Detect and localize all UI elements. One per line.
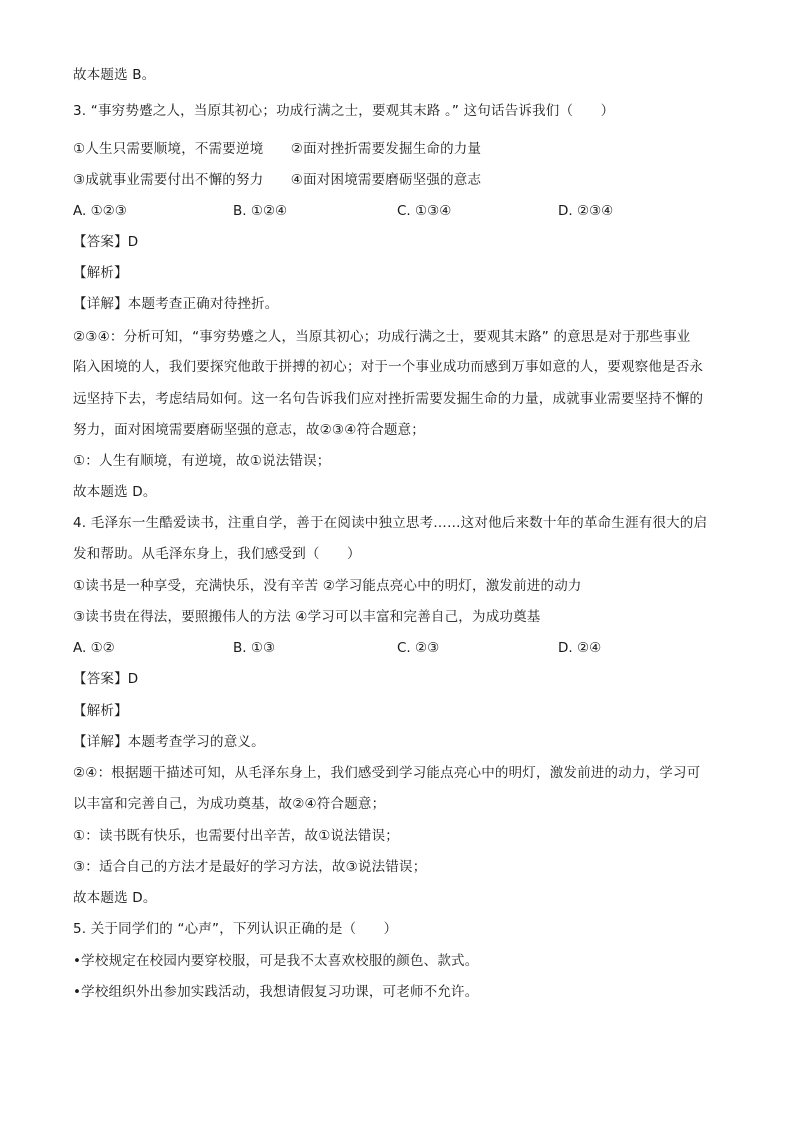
q4-option-c: C. ②③ bbox=[397, 640, 440, 656]
q3-explanation-line: ①：人生有顺境，有逆境，故①说法错误； bbox=[73, 453, 331, 469]
q4-explanation-line: ②④：根据题干描述可知，从毛泽东身上，我们感受到学习能点亮心中的明灯，激发前进的动力，学习可 bbox=[73, 765, 701, 781]
q3-statement-2: ③成就事业需要付出不懈的努力 ④面对困境需要磨砺坚强的意志 bbox=[73, 172, 482, 188]
q3-explanation-line: ②③④：分析可知，“事穷势蹙之人，当原其初心；功成行满之士，要观其末路” 的意思是对于那些事业 bbox=[73, 329, 691, 345]
q4-conclusion: 故本题选 D。 bbox=[73, 890, 157, 906]
q4-stem-line: 4. 毛泽东一生酷爱读书，注重自学，善于在阅读中独立思考……这对他后来数十年的革命生涯有很大的启 bbox=[73, 515, 708, 531]
q5-item: •学校组织外出参加实践活动，我想请假复习功课，可老师不允许。 bbox=[73, 984, 479, 1000]
q3-answer: 【答案】D bbox=[73, 234, 139, 250]
q3-explanation-line: 陷入困境的人，我们要探究他敢于拼搏的初心；对于一个事业成功而感到万事如意的人，要观察他是否永 bbox=[73, 359, 704, 375]
q3-conclusion: 故本题选 D。 bbox=[73, 484, 157, 500]
q4-analysis-label: 【解析】 bbox=[73, 703, 128, 719]
q3-detail: 【详解】本题考查正确对待挫折。 bbox=[73, 296, 279, 312]
q4-detail: 【详解】本题考查学习的意义。 bbox=[73, 734, 265, 750]
q4-explanation-line: 以丰富和完善自己，为成功奠基，故②④符合题意； bbox=[73, 796, 386, 812]
q3-analysis-label: 【解析】 bbox=[73, 265, 128, 281]
q3-statement-1: ①人生只需要顺境，不需要逆境 ②面对挫折需要发掘生命的力量 bbox=[73, 141, 482, 157]
q3-explanation-line: 努力，面对困境需要磨砺坚强的意志，故②③④符合题意； bbox=[73, 422, 426, 438]
q4-statement-2: ③读书贵在得法，要照搬伟人的方法 ④学习可以丰富和完善自己，为成功奠基 bbox=[73, 609, 541, 625]
q3-stem: 3. “事穷势蹙之人，当原其初心；功成行满之士，要观其末路 。” 这句话告诉我们（ ） bbox=[73, 103, 615, 119]
q4-stem-line: 发和帮助。从毛泽东身上，我们感受到（ ） bbox=[73, 546, 361, 562]
q5-item: •学校规定在校园内要穿校服，可是我不太喜欢校服的颜色、款式。 bbox=[73, 953, 479, 969]
q4-explanation-line: ③：适合自己的方法才是最好的学习方法，故③说法错误； bbox=[73, 859, 427, 875]
q4-answer: 【答案】D bbox=[73, 671, 139, 687]
q3-option-b: B. ①②④ bbox=[233, 203, 288, 219]
q3-option-c: C. ①③④ bbox=[397, 203, 452, 219]
q4-option-b: B. ①③ bbox=[233, 640, 276, 656]
q5-stem: 5. 关于同学们的 “心声”，下列认识正确的是（ ） bbox=[73, 921, 398, 937]
q3-option-a: A. ①②③ bbox=[73, 203, 127, 219]
q4-option-d: D. ②④ bbox=[558, 640, 602, 656]
q3-explanation-line: 远坚持下去，考虑结局如何。这一名句告诉我们应对挫折需要发掘生命的力量，成就事业需要坚持不懈的 bbox=[73, 391, 704, 407]
q4-option-a: A. ①② bbox=[73, 640, 115, 656]
q2-conclusion: 故本题选 B。 bbox=[73, 67, 156, 83]
q4-explanation-line: ①：读书既有快乐，也需要付出辛苦，故①说法错误； bbox=[73, 828, 400, 844]
q4-statement-1: ①读书是一种享受，充满快乐，没有辛苦 ②学习能点亮心中的明灯，激发前进的动力 bbox=[73, 578, 582, 594]
q3-option-d: D. ②③④ bbox=[558, 203, 614, 219]
